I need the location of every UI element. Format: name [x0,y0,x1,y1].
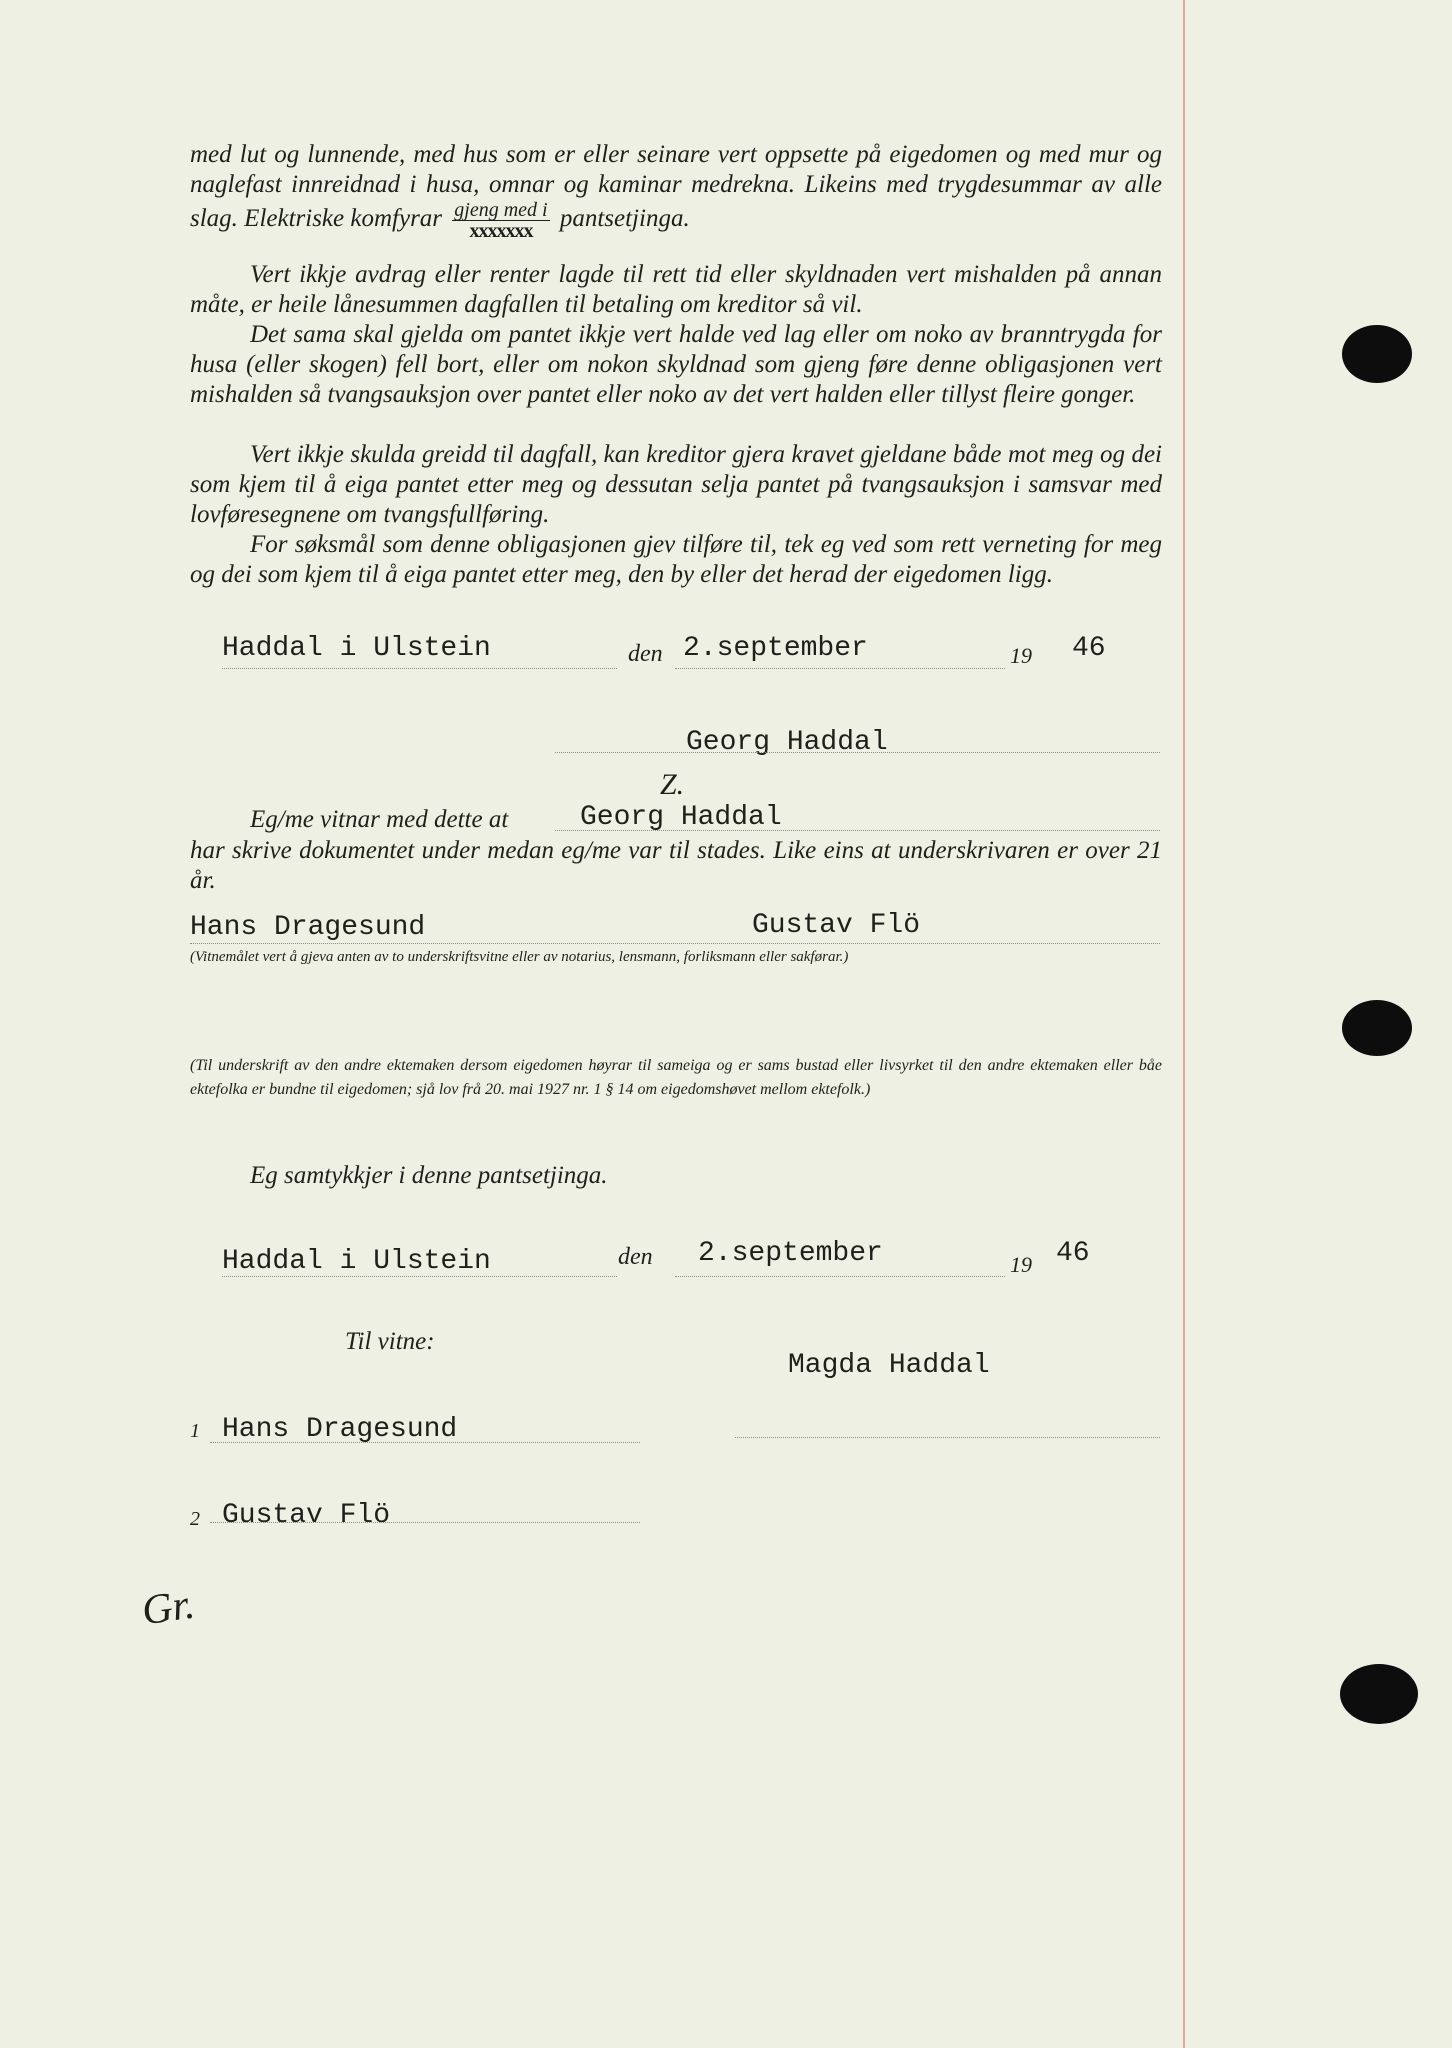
insertion-text: gjeng med i [454,199,548,221]
year-prefix: 19 [1010,643,1032,668]
punch-hole-middle [1342,1000,1412,1056]
paragraph-3-text: Det sama skal gjelda om pantet ikkje vert halde ved lag eller om noko av branntrygda for husa (eller skogen) fell bort, eller om nokon skyldnad som gjeng føre denne obligasjonen vert mishalden så tvangsauksjon over pantet eller noko av det vert halden eller tillyst fleire gonger. [190,321,1162,408]
paragraph-5-text: For søksmål som denne obligasjonen gjev tilføre til, tek eg ved som rett verneting for meg og dei som kjem til å eiga pantet etter meg, den by eller det herad der eigedomen ligg. [190,531,1162,588]
place-dots [222,668,617,669]
date-dots [675,668,1005,669]
signer-name: Georg Haddal [686,727,888,758]
witness-1-name: Hans Dragesund [190,912,426,943]
date-field: 2.september [683,633,868,664]
witness-statement: har skrive dokumentet under medan eg/me var til stades. Like eins at underskrivaren er over 21 år. [190,837,1162,894]
witness-2-name: Gustav Flö [752,910,921,941]
place-field: Haddal i Ulstein [222,633,491,664]
year-field: 46 [1072,633,1106,664]
paragraph-1 [190,140,1162,241]
witness-number-1: 1 [190,1420,200,1442]
witness-dots [190,943,1160,944]
year-prefix-2: 19 [1010,1252,1032,1277]
handwritten-mark: Z. [660,768,685,801]
witness-number-2: 2 [190,1508,200,1530]
spouse-note: (Til underskrift av den andre ektemaken dersom eigedomen høyrar til sameiga og er sams bustad eller livsyrket til den andre ektemaken eller båe ektefolka er bundne til eigedomen; sjå lov frå 20. mai 1927 nr. 1 § 14 om eigedomshøvet mellom ektefolk.) [190,1057,1162,1098]
spouse-witness-2-dots [210,1522,640,1523]
spouse-signer: Magda Haddal [788,1350,990,1381]
witness-note: (Vitnemålet vert å gjeva anten av to underskriftsvitne eller av notarius, lensmann, forliksmann eller sakførar.) [190,949,849,965]
paragraph-4-text: Vert ikkje skulda greidd til dagfall, kan kreditor gjera kravet gjeldane både mot meg og dei som kjem til å eiga pantet etter meg og dessutan selja pantet på tvangsauksjon i samsvar med lovføresegnene om tvangsfullføring. [190,441,1162,528]
punch-hole-top [1342,325,1412,383]
signature-dots [555,752,1160,753]
margin-rule [1183,0,1185,2048]
spouse-witness-2: Gustav Flö [222,1500,391,1531]
spouse-witness-1: Hans Dragesund [222,1414,458,1445]
paragraph-1-text: med lut og lunnende, med hus som er eller seinare vert oppsette på eigedomen og med mur og naglefast innreidnad i husa, omnar og kaminar medrekna. Likeins med trygdesummar av alle slag. Elektriske komfyrar [190,141,1162,233]
spouse-witness-1-dots [210,1442,640,1443]
spouse-signature-dots [735,1437,1160,1438]
year-field-2: 46 [1056,1238,1090,1269]
insertion-fraction [452,200,549,241]
den-label-2: den [618,1244,653,1270]
paragraph-5 [190,530,1162,590]
handwritten-initials: Gr. [139,1581,198,1635]
paragraph-2-text: Vert ikkje avdrag eller renter lagde til rett tid eller skyldnaden vert mishalden på annan måte, er heile lånesummen dagfallen til betaling om kreditor så vil. [190,261,1162,318]
paragraph-4 [190,440,1162,530]
til-vitne-label: Til vitne: [345,1328,435,1355]
place-field-2: Haddal i Ulstein [222,1246,491,1277]
witness-subject-name: Georg Haddal [580,802,782,833]
date-dots-2 [675,1276,1005,1277]
den-label: den [628,641,663,667]
date-field-2: 2.september [698,1238,883,1269]
paragraph-1-end: pantsetjinga. [559,205,690,233]
struck-text: xxxxxxx [469,220,533,242]
consent-text: Eg samtykkjer i denne pantsetjinga. [250,1162,608,1189]
witness-subject-dots [555,830,1160,831]
place-dots-2 [222,1276,617,1277]
paragraph-3 [190,320,1162,410]
witness-lead: Eg/me vitnar med dette at [250,806,509,833]
paragraph-2 [190,260,1162,320]
punch-hole-bottom [1340,1664,1418,1724]
